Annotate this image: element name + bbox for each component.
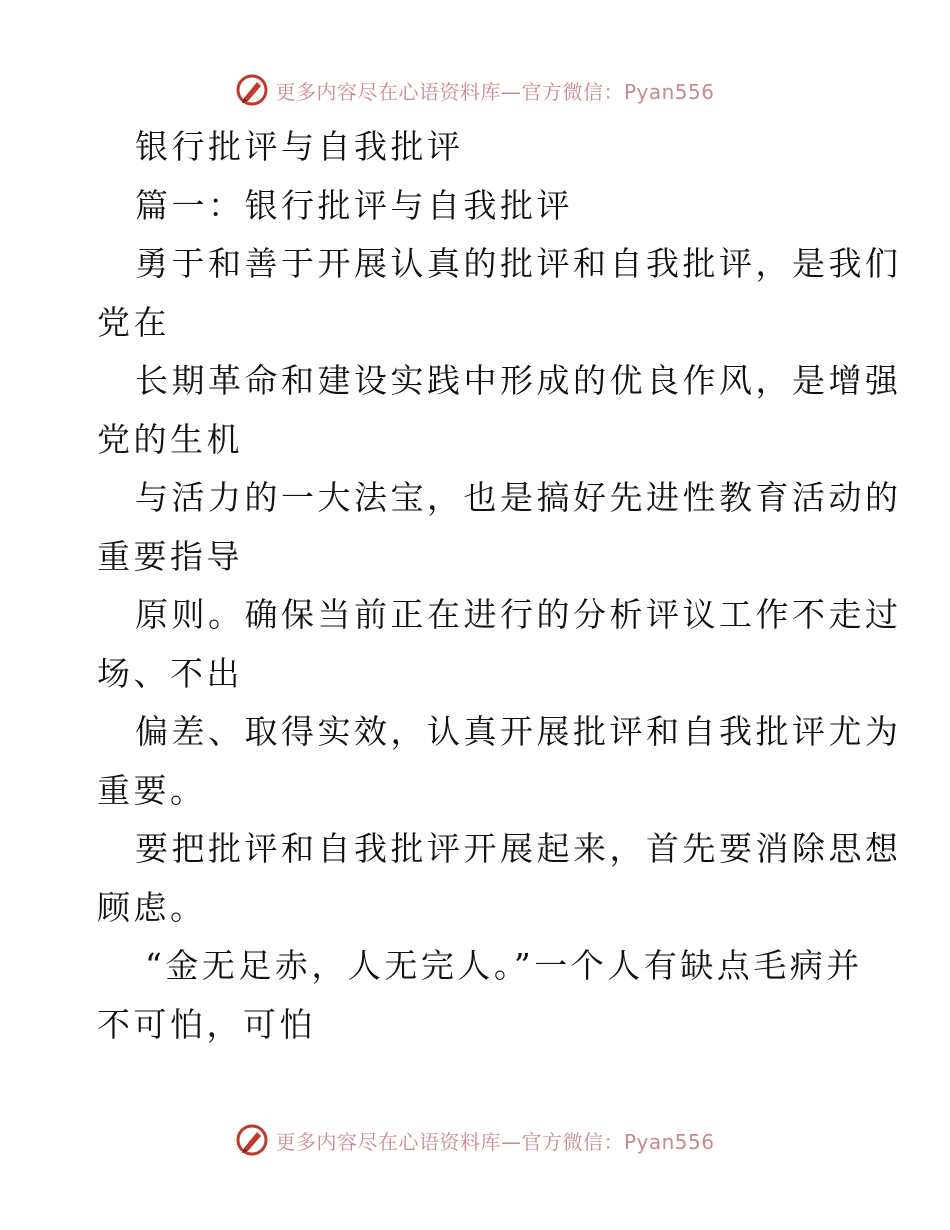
section-heading: 篇一：银行批评与自我批评 [135,185,573,225]
pen-logo-icon [235,73,269,107]
header-watermark [0,72,950,108]
paragraph-line: “金无足赤，人无完人。”一个人有缺点毛病并 [145,946,863,985]
paragraph-line: 重要指导 [97,536,243,576]
paragraph-line: 顾虑。 [97,887,207,927]
paragraph-line: 党在 [97,302,170,342]
paragraph-line: 不可怕，可怕 [97,1004,316,1044]
paragraph-line: 场、不出 [97,653,243,693]
document-body [97,118,902,1054]
paragraph-line: 重要。 [97,770,207,810]
paragraph-line: 与活力的一大法宝，也是搞好先进性教育活动的 [135,478,902,517]
paragraph-line: 党的生机 [97,419,243,459]
paragraph-line: 偏差、取得实效，认真开展批评和自我批评尤为 [135,712,902,751]
paragraph-line: 原则。确保当前正在进行的分析评议工作不走过 [135,595,902,634]
paragraph-line: 长期革命和建设实践中形成的优良作风，是增强 [135,361,902,400]
pen-logo-icon [235,1123,269,1157]
watermark-text: 更多内容尽在心语资料库—官方微信：Pyan556 [275,79,715,104]
paragraph-line: 勇于和善于开展认真的批评和自我批评，是我们 [135,244,902,283]
footer-watermark [0,1122,950,1158]
doc-title: 银行批评与自我批评 [135,127,464,166]
paragraph-line: 要把批评和自我批评开展起来，首先要消除思想 [135,829,902,868]
watermark-text: 更多内容尽在心语资料库—官方微信：Pyan556 [275,1129,715,1154]
